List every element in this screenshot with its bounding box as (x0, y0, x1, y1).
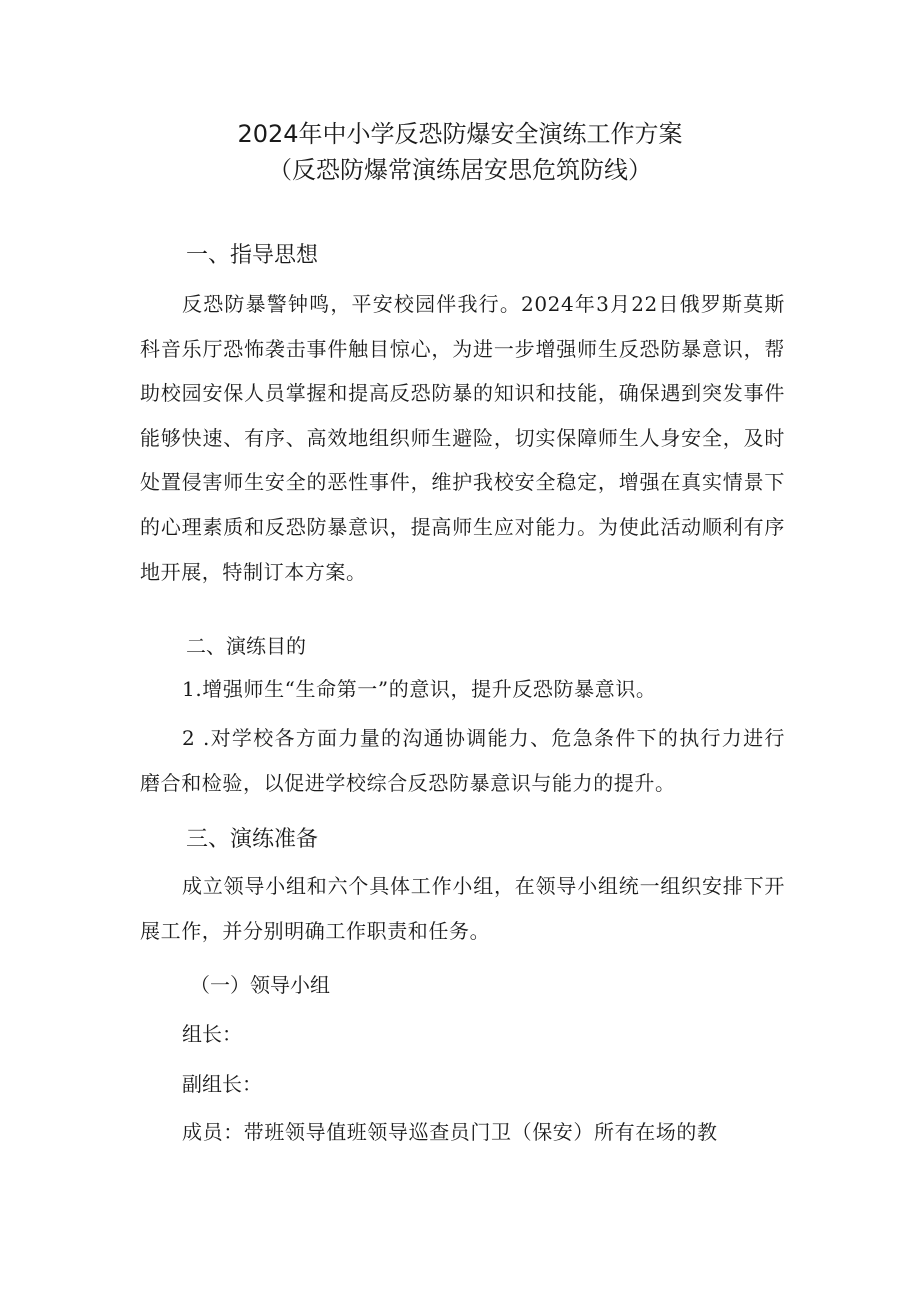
subsection-leading-group: （一）领导小组 (190, 973, 330, 997)
purpose-item-1: 1.增强师生“生命第一”的意识，提升反恐防暴意识。 (182, 677, 657, 701)
section-heading-drill-purpose: 二、演练目的 (186, 634, 306, 658)
document-title: 2024年中小学反恐防爆安全演练工作方案 (237, 120, 683, 148)
section-heading-drill-preparation: 三、演练准备 (186, 827, 319, 852)
leader-label: 组长： (182, 1022, 242, 1046)
section-body-guiding-ideology: 反恐防暴警钟鸣，平安校园伴我行。2024年3月22日俄罗斯莫斯科音乐厅恐怖袭击事件触目惊心，为进一步增强师生反恐防暴意识，帮助校园安保人员掌握和提高反恐防暴的知识和技能，确保遇到突发事件能够快速、有序、高效地组织师生避险，切实保障师生人身安全，及时处置侵害师生安全的恶性事件，维护我校安全稳定，增强在真实情景下的心理素质和反恐防暴意识，提高师生应对能力。为使此活动顺利有序地开展，特制订本方案。 (140, 292, 785, 584)
section-heading-guiding-ideology: 一、指导思想 (186, 243, 319, 268)
members-line: 成员：带班领导值班领导巡查员门卫（保安）所有在场的教 (182, 1120, 718, 1144)
document-subtitle: （反恐防爆常演练居安思危筑防线） (268, 156, 652, 184)
purpose-item-2: 2 .对学校各方面力量的沟通协调能力、危急条件下的执行力进行磨合和检验，以促进学校综合反恐防暴意识与能力的提升。 (140, 726, 785, 795)
deputy-leader-label: 副组长： (182, 1072, 262, 1096)
section-body-drill-preparation: 成立领导小组和六个具体工作小组，在领导小组统一组织安排下开展工作，并分别明确工作职责和任务。 (140, 874, 785, 943)
